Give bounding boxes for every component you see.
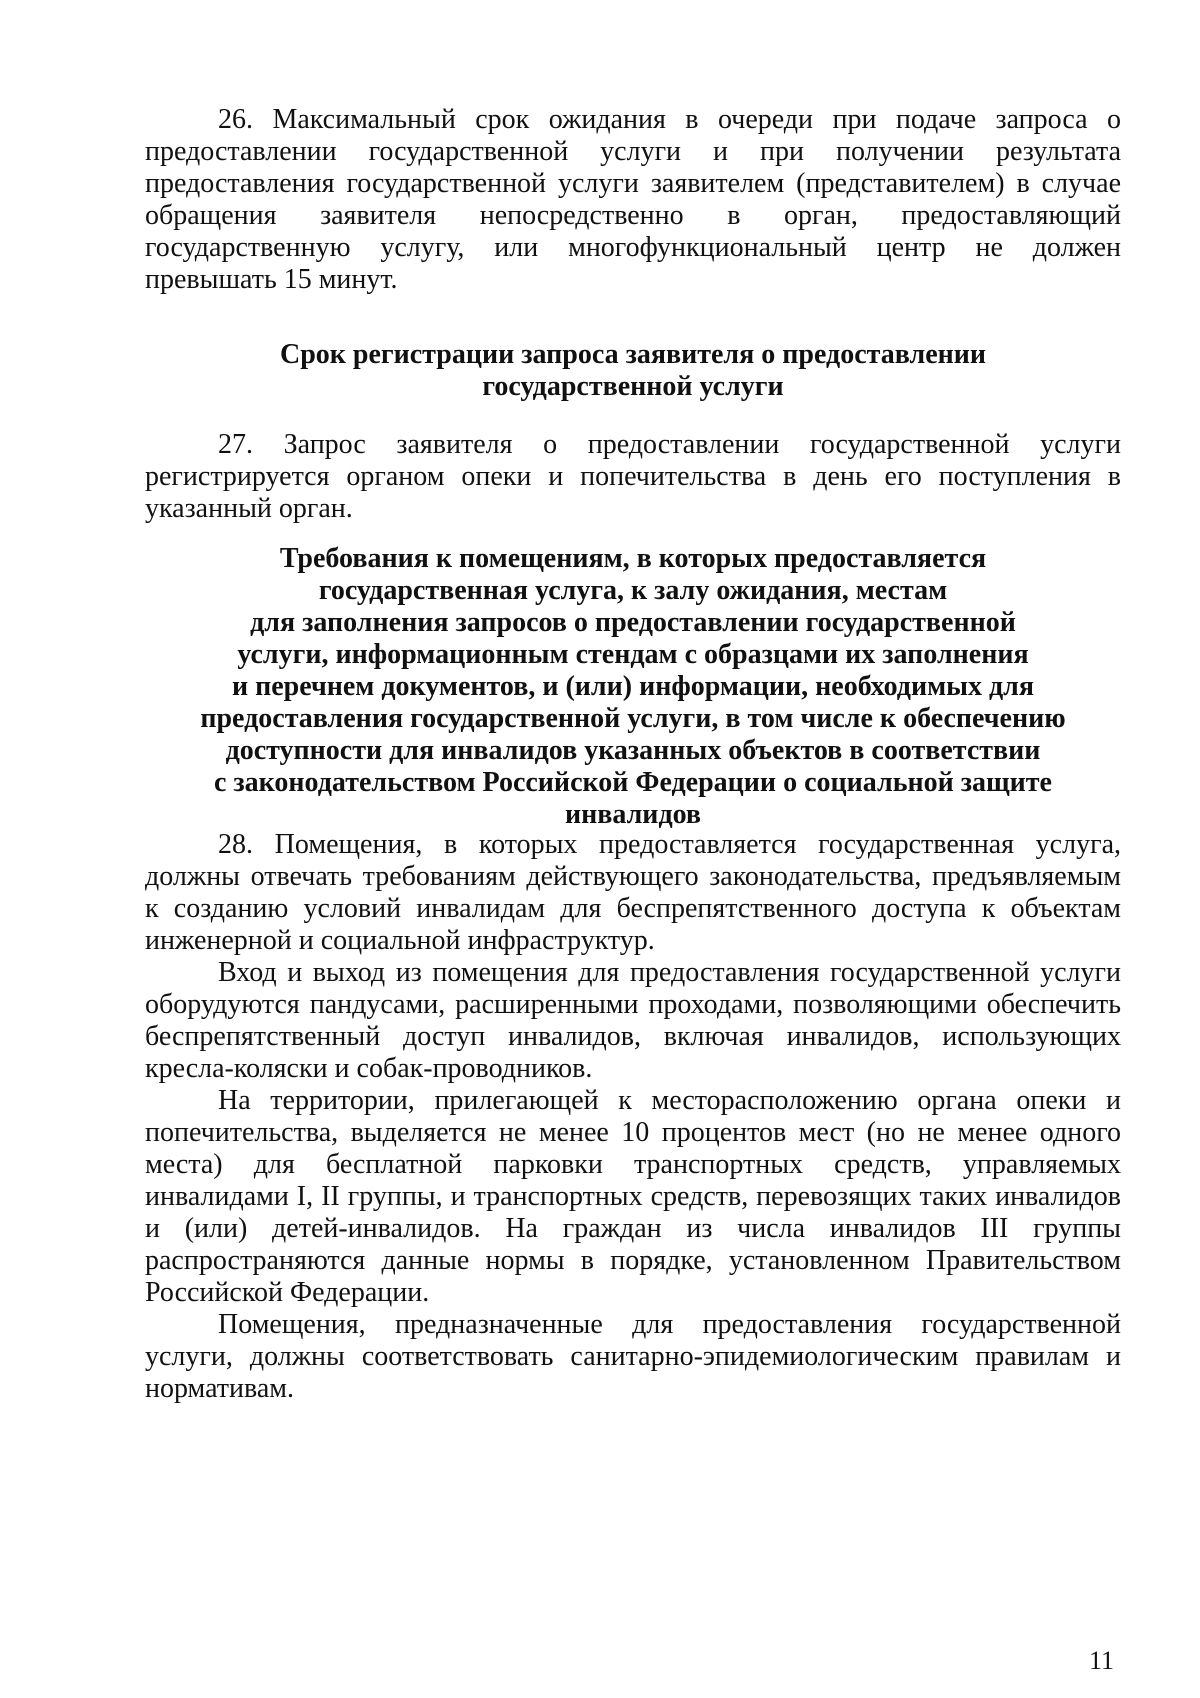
heading-line: Срок регистрации запроса заявителя о предоставлении [279, 339, 987, 370]
heading-line: и перечнем документов, и (или) информации, необходимых для [231, 671, 1035, 702]
heading-line: с законодательством Российской Федерации о социальной защите [213, 767, 1052, 798]
heading-line: предоставления государственной услуги, в том числе к обеспечению [200, 703, 1066, 734]
heading-line: государственная услуга, к залу ожидания, местам [318, 575, 948, 606]
section-28-paragraph-1: 28. Помещения, в которых предоставляется государственная услуга, должны отвечать требованиям действующего законодательства, предъявляемым к созданию условий инвалидам для беспрепятственного доступа к объектам инженерной и социальной инфраструктур. [145, 829, 1121, 956]
section-28 [145, 829, 1121, 1405]
heading-line: Требования к помещениям, в которых предоставляется [279, 543, 987, 574]
section-26 [145, 104, 1121, 296]
page-number: 11 [1088, 1646, 1114, 1675]
heading-line: доступности для инвалидов указанных объектов в соответствии [225, 735, 1041, 766]
section-28-paragraph-3: На территории, прилегающей к месторасположению органа опеки и попечительства, выделяется не менее 10 процентов мест (но не менее одного места) для бесплатной парковки транспортных средств, управляемых инвалидами I, II группы, и транспортных средств, перевозящих таких инвалидов и (или) детей-инвалидов. На граждан из числа инвалидов III группы распространяются данные нормы в порядке, установленном Правительством Российской Федерации. [145, 1085, 1121, 1308]
section-27-paragraph: 27. Запрос заявителя о предоставлении государственной услуги регистрируется органом опеки и попечительства в день его поступления в указанный орган. [145, 429, 1121, 524]
heading-line: государственной услуги [482, 371, 784, 402]
heading-line: инвалидов [564, 799, 702, 830]
heading-line: услуги, информационным стендам с образцами их заполнения [237, 639, 1029, 670]
section-28-paragraph-2: Вход и выход из помещения для предоставления государственной услуги оборудуются пандусами, расширенными проходами, позволяющими обеспечить беспрепятственный доступ инвалидов, включая инвалидов, использующих кресла-коляски и собак-проводников. [145, 957, 1121, 1084]
heading-line: для заполнения запросов о предоставлении государственной [250, 607, 1016, 638]
section-28-paragraph-4: Помещения, предназначенные для предоставления государственной услуги, должны соответствовать санитарно-эпидемиологическим правилам и нормативам. [145, 1309, 1121, 1404]
heading-registration [145, 339, 1121, 403]
section-26-paragraph: 26. Максимальный срок ожидания в очереди при подаче запроса о предоставлении государственной услуги и при получении результата предоставления государственной услуги заявителем (представителем) в случае обращения заявителя непосредственно в орган, предоставляющий государственную услугу, или многофункциональный центр не должен превышать 15 минут. [145, 104, 1121, 295]
heading-premises [145, 543, 1121, 831]
section-27 [145, 429, 1121, 525]
